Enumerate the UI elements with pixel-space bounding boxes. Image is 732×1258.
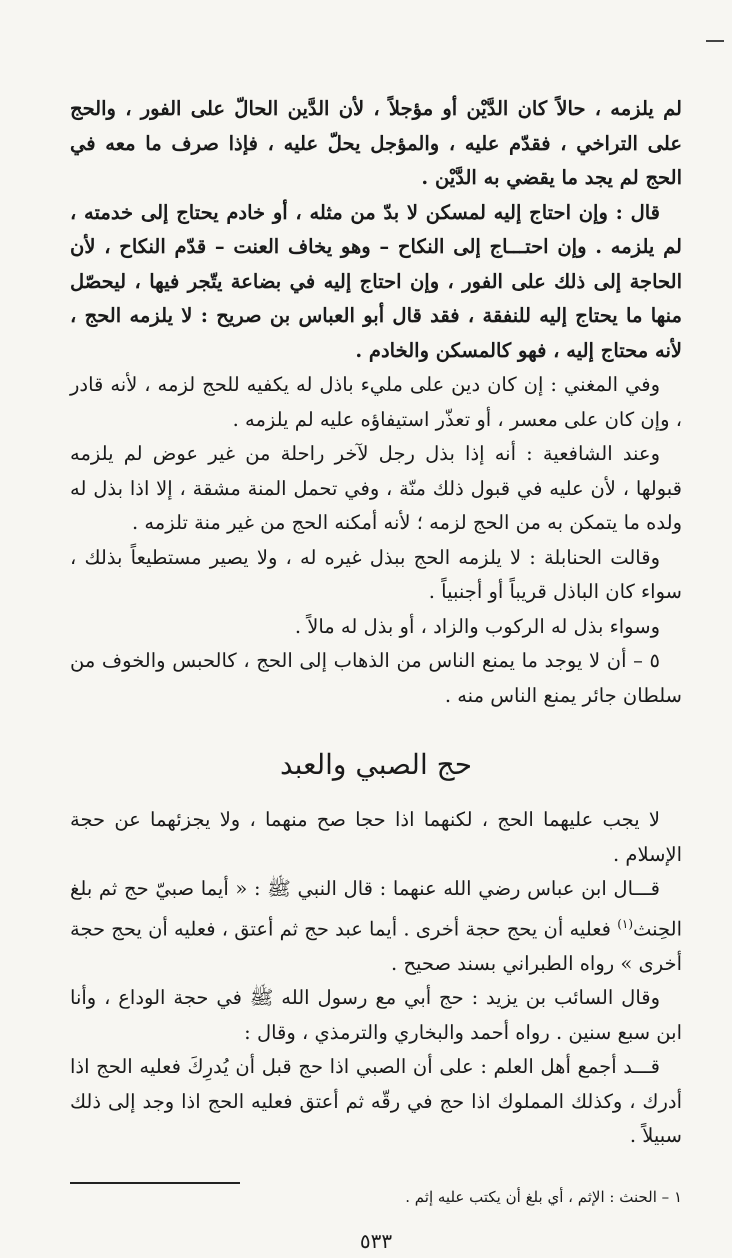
paragraph-needs-ruling: قال : وإن احتاج إليه لمسكن لا بدّ من مثله ، أو خادم يحتاج إلى خدمته ، لم يلزمه . وإن احتـــاج إلى النكاح – وهو يخاف العنت – قدّم النكاح ، لأن الحاجة إلى ذلك على الفور ، وإن احتاج إليه في بضاعة يتّجر فيها ، ليحصّل منها ما يحتاج إليه للنفقة ، فقد قال أبو العباس بن صريح : لا يلزمه الحج ، لأنه محتاج إليه ، فهو كالمسكن والخادم . [70,196,682,369]
paragraph-consensus: قـــد أجمع أهل العلم : على أن الصبي اذا حج قبل أن يُدرِكَ فعليه الحج اذا أدرك ، وكذلك المملوك اذا حج في رقّه ثم أعتق فعليه الحج اذا وجد إلى ذلك سبيلاً . [70,1050,682,1154]
footnote-marker: (١) [617,917,633,931]
paragraph-shafii: وعند الشافعية : أنه إذا بذل رجل لآخر راحلة من غير عوض لم يلزمه قبولها ، لأن عليه في قبول ذلك منّة ، وفي تحمل المنة مشقة ، إلا اذا بذل له ولده ما يتمكن به من الحج لزمه ؛ لأنه أمكنه الحج من غير منة تلزمه . [70,437,682,541]
footnote-text: ١ – الحنث : الإثم ، أي بلغ أن يكتب عليه إثم . [70,1184,682,1210]
section-heading: حج الصبي والعبد [70,745,682,785]
paragraph-equal-provision: وسواء بذل له الركوب والزاد ، أو بذل له مالاً . [70,610,682,645]
paragraph-condition-five: ٥ – أن لا يوجد ما يمنع الناس من الذهاب إلى الحج ، كالحبس والخوف من سلطان جائر يمنع الناس منه . [70,644,682,713]
page-number: ٥٣٣ [70,1224,682,1258]
book-page [70,92,682,1258]
hadith-opening: قـــال ابن عباس رضي الله عنهما : قال النبي ﷺ : « أيما صبيّ حج ثم بلغ الحِنث [70,877,682,940]
paragraph-hanbali: وقالت الحنابلة : لا يلزمه الحج ببذل غيره له ، ولا يصير مستطيعاً بذلك ، سواء كان الباذل قريباً أو أجنبياً . [70,541,682,610]
paragraph-mughni: وفي المغني : إن كان دين على مليء باذل له يكفيه للحج لزمه ، لأنه قادر ، وإن كان على معسر ، أو تعذّر استيفاؤه عليه لم يلزمه . [70,368,682,437]
paragraph-ibn-abbas [70,872,682,981]
paragraph-saib: وقال السائب بن يزيد : حج أبي مع رسول الله ﷺ في حجة الوداع ، وأنا ابن سبع سنين . رواه أحمد والبخاري والترمذي ، وقال : [70,981,682,1050]
hadith-continuation: فعليه أن يحج حجة أخرى . أيما عبد حج ثم أعتق ، فعليه أن يحج حجة أخرى » رواه الطبراني بسند صحيح . [70,917,682,975]
paragraph-not-obligatory: لا يجب عليهما الحج ، لكنهما اذا حجا صح منهما ، ولا يجزئهما عن حجة الإسلام . [70,803,682,872]
scan-edge-mark [706,40,724,42]
paragraph-debt-ruling: لم يلزمه ، حالاً كان الدَّيْن أو مؤجلاً ، لأن الدَّين الحالّ على الفور ، والحج على التراخي ، فقدّم عليه ، والمؤجل يحلّ عليه ، فإذا صرف ما معه في الحج لم يجد ما يقضي به الدَّيْن . [70,92,682,196]
